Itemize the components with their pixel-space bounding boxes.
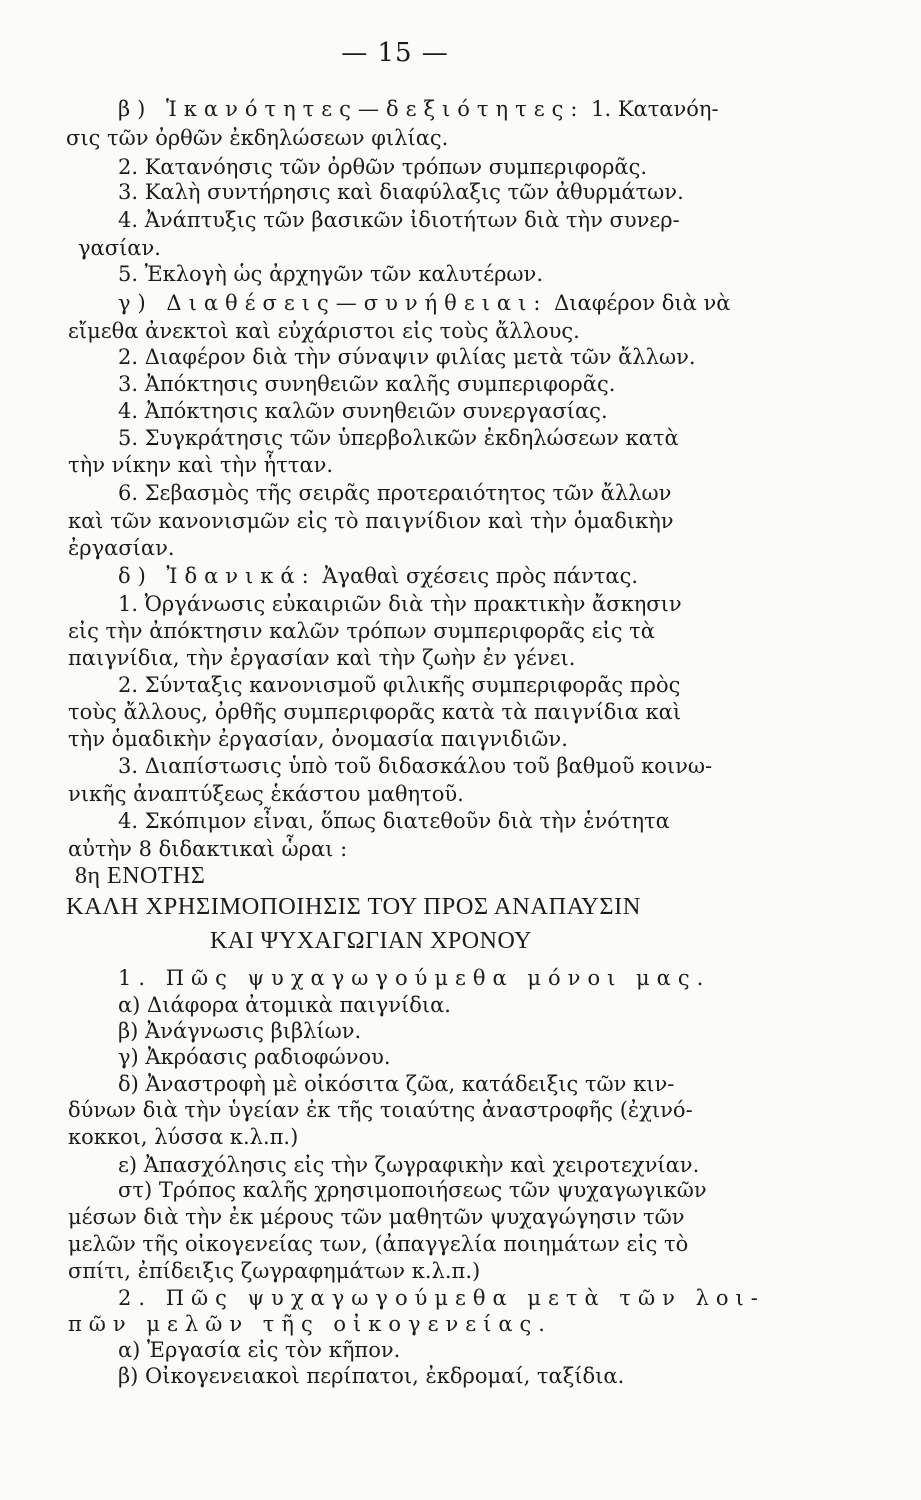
text-line: 5. Ἐκλογὴ ὡς ἀρχηγῶν τῶν καλυτέρων. (118, 262, 543, 286)
text-line: νικῆς ἀναπτύξεως ἑκάστου μαθητοῦ. (68, 782, 464, 806)
unit-text-line: κοκκοι, λύσσα κ.λ.π.) (68, 1125, 299, 1149)
text-line: 5. Συγκράτησις τῶν ὑπερβολικῶν ἐκδηλώσεων κατὰ (118, 426, 679, 450)
text-line: εἰς τὴν ἀπόκτησιν καλῶν τρόπων συμπεριφορᾶς εἰς τὰ (68, 619, 655, 643)
unit-text-line: α) Διάφορα ἀτομικὰ παιγνίδια. (118, 993, 451, 1017)
unit-item-heading: 2. Πῶς ψυχαγωγούμεθα μετὰ τῶν λοι- (118, 1286, 765, 1310)
page-number: — 15 — (341, 38, 449, 68)
text-line: ἐργασίαν. (68, 536, 175, 560)
section-delta-tail: Ἀγαθαὶ σχέσεις πρὸς πάντας. (315, 564, 639, 588)
text-line: τὴν ὁμαδικὴν ἐργασίαν, ὀνομασία παιγνιδιῶν. (68, 727, 568, 751)
unit-text-line: δ) Ἀναστροφὴ μὲ οἰκόσιτα ζῶα, κατάδειξις τῶν κιν- (118, 1072, 675, 1096)
section-gamma-line (118, 290, 730, 316)
unit-text-line: ε) Ἀπασχόλησις εἰς τὴν ζωγραφικὴν καὶ χειροτεχνίαν. (118, 1153, 700, 1177)
text-line: 6. Σεβασμὸς τῆς σειρᾶς προτεραιότητος τῶν ἄλλων (118, 481, 672, 505)
text-line: 2. Σύνταξις κανονισμοῦ φιλικῆς συμπεριφορᾶς πρὸς (118, 673, 681, 697)
text-line: 3. Διαπίστωσις ὑπὸ τοῦ διδασκάλου τοῦ βαθμοῦ κοινω- (118, 754, 713, 778)
text-line: 2. Διαφέρον διὰ τὴν σύναψιν φιλίας μετὰ τῶν ἄλλων. (118, 345, 696, 369)
unit-text-line: β) Οἰκογενειακοὶ περίπατοι, ἐκδρομαί, ταξίδια. (118, 1364, 625, 1388)
unit-text-line: δύνων διὰ τὴν ὑγείαν ἐκ τῆς τοιαύτης ἀναστροφῆς (ἐχινό- (68, 1098, 693, 1122)
text-line: αὐτὴν 8 διδακτικαὶ ὧραι : (68, 837, 348, 861)
unit-item-heading: πῶν μελῶν τῆς οἰκογενείας. (68, 1312, 552, 1336)
text-line: εἴμεθα ἀνεκτοὶ καὶ εὐχάριστοι εἰς τοὺς ἄλλους. (68, 319, 580, 343)
text-line: 3. Καλὴ συντήρησις καὶ διαφύλαξις τῶν ἀθυρμάτων. (118, 180, 684, 204)
unit-text-line: μελῶν τῆς οἰκογενείας των, (ἀπαγγελία ποιημάτων εἰς τὸ (68, 1232, 689, 1256)
section-gamma-heading: γ) Διαθέσεις—συνήθειαι: (118, 291, 548, 315)
unit-text-line: β) Ἀνάγνωσις βιβλίων. (118, 1019, 362, 1043)
text-line: 4. Σκόπιμον εἶναι, ὅπως διατεθοῦν διὰ τὴν ἑνότητα (118, 809, 670, 833)
text-line: τὴν νίκην καὶ τὴν ἧτταν. (68, 453, 334, 477)
unit-text-line: σπίτι, ἐπίδειξις ζωγραφημάτων κ.λ.π.) (68, 1259, 481, 1283)
section-gamma-tail: Διαφέρον διὰ νὰ (547, 291, 731, 315)
text-line: παιγνίδια, τὴν ἐργασίαν καὶ τὴν ζωὴν ἐν γένει. (68, 646, 576, 670)
text-line: 1. Ὀργάνωσις εὐκαιριῶν διὰ τὴν πρακτικὴν ἄσκησιν (118, 592, 682, 616)
text-line: καὶ τῶν κανονισμῶν εἰς τὸ παιγνίδιον καὶ τὴν ὁμαδικὴν (68, 509, 674, 533)
unit-text-line: μέσων διὰ τὴν ἐκ μέρους τῶν μαθητῶν ψυχαγώγησιν τῶν (68, 1205, 685, 1229)
unit-label: 8η ΕΝΟΤΗΣ (75, 863, 206, 889)
text-line: 3. Ἀπόκτησις συνηθειῶν καλῆς συμπεριφορᾶς. (118, 372, 616, 396)
unit-text-line: α) Ἐργασία εἰς τὸν κῆπον. (118, 1338, 401, 1362)
text-line: σις τῶν ὀρθῶν ἐκδηλώσεων φιλίας. (66, 126, 449, 150)
section-delta-heading: δ) Ἰδανικά: (118, 564, 316, 588)
unit-title-line-2: ΚΑΙ ΨΥΧΑΓΩΓΙΑΝ ΧΡΟΝΟΥ (210, 928, 532, 954)
unit-item-heading: 1. Πῶς ψυχαγωγούμεθα μόνοι μας. (118, 966, 711, 990)
text-line: 2. Κατανόησις τῶν ὀρθῶν τρόπων συμπεριφορᾶς. (118, 155, 648, 179)
unit-text-line: γ) Ἀκρόασις ραδιοφώνου. (118, 1045, 391, 1069)
section-beta-heading: β) Ἱκανότητες—δεξιότητες: (118, 97, 585, 121)
unit-title-line-1: ΚΑΛΗ ΧΡΗΣΙΜΟΠΟΙΗΣΙΣ ΤΟΥ ΠΡΟΣ ΑΝΑΠΑΥΣΙΝ (66, 893, 641, 920)
text-line: 4. Ἀνάπτυξις τῶν βασικῶν ἰδιοτήτων διὰ τὴν συνερ- (118, 208, 680, 232)
section-delta-line (118, 563, 638, 589)
text-line: τοὺς ἄλλους, ὀρθῆς συμπεριφορᾶς κατὰ τὰ παιγνίδια καὶ (68, 700, 682, 724)
unit-text-line: στ) Τρόπος καλῆς χρησιμοποιήσεως τῶν ψυχαγωγικῶν (118, 1178, 707, 1202)
section-beta-tail: 1. Κατανόη- (584, 97, 719, 121)
section-beta-line (118, 96, 719, 122)
text-line: 4. Ἀπόκτησις καλῶν συνηθειῶν συνεργασίας. (118, 399, 608, 423)
text-line: γασίαν. (78, 236, 161, 260)
